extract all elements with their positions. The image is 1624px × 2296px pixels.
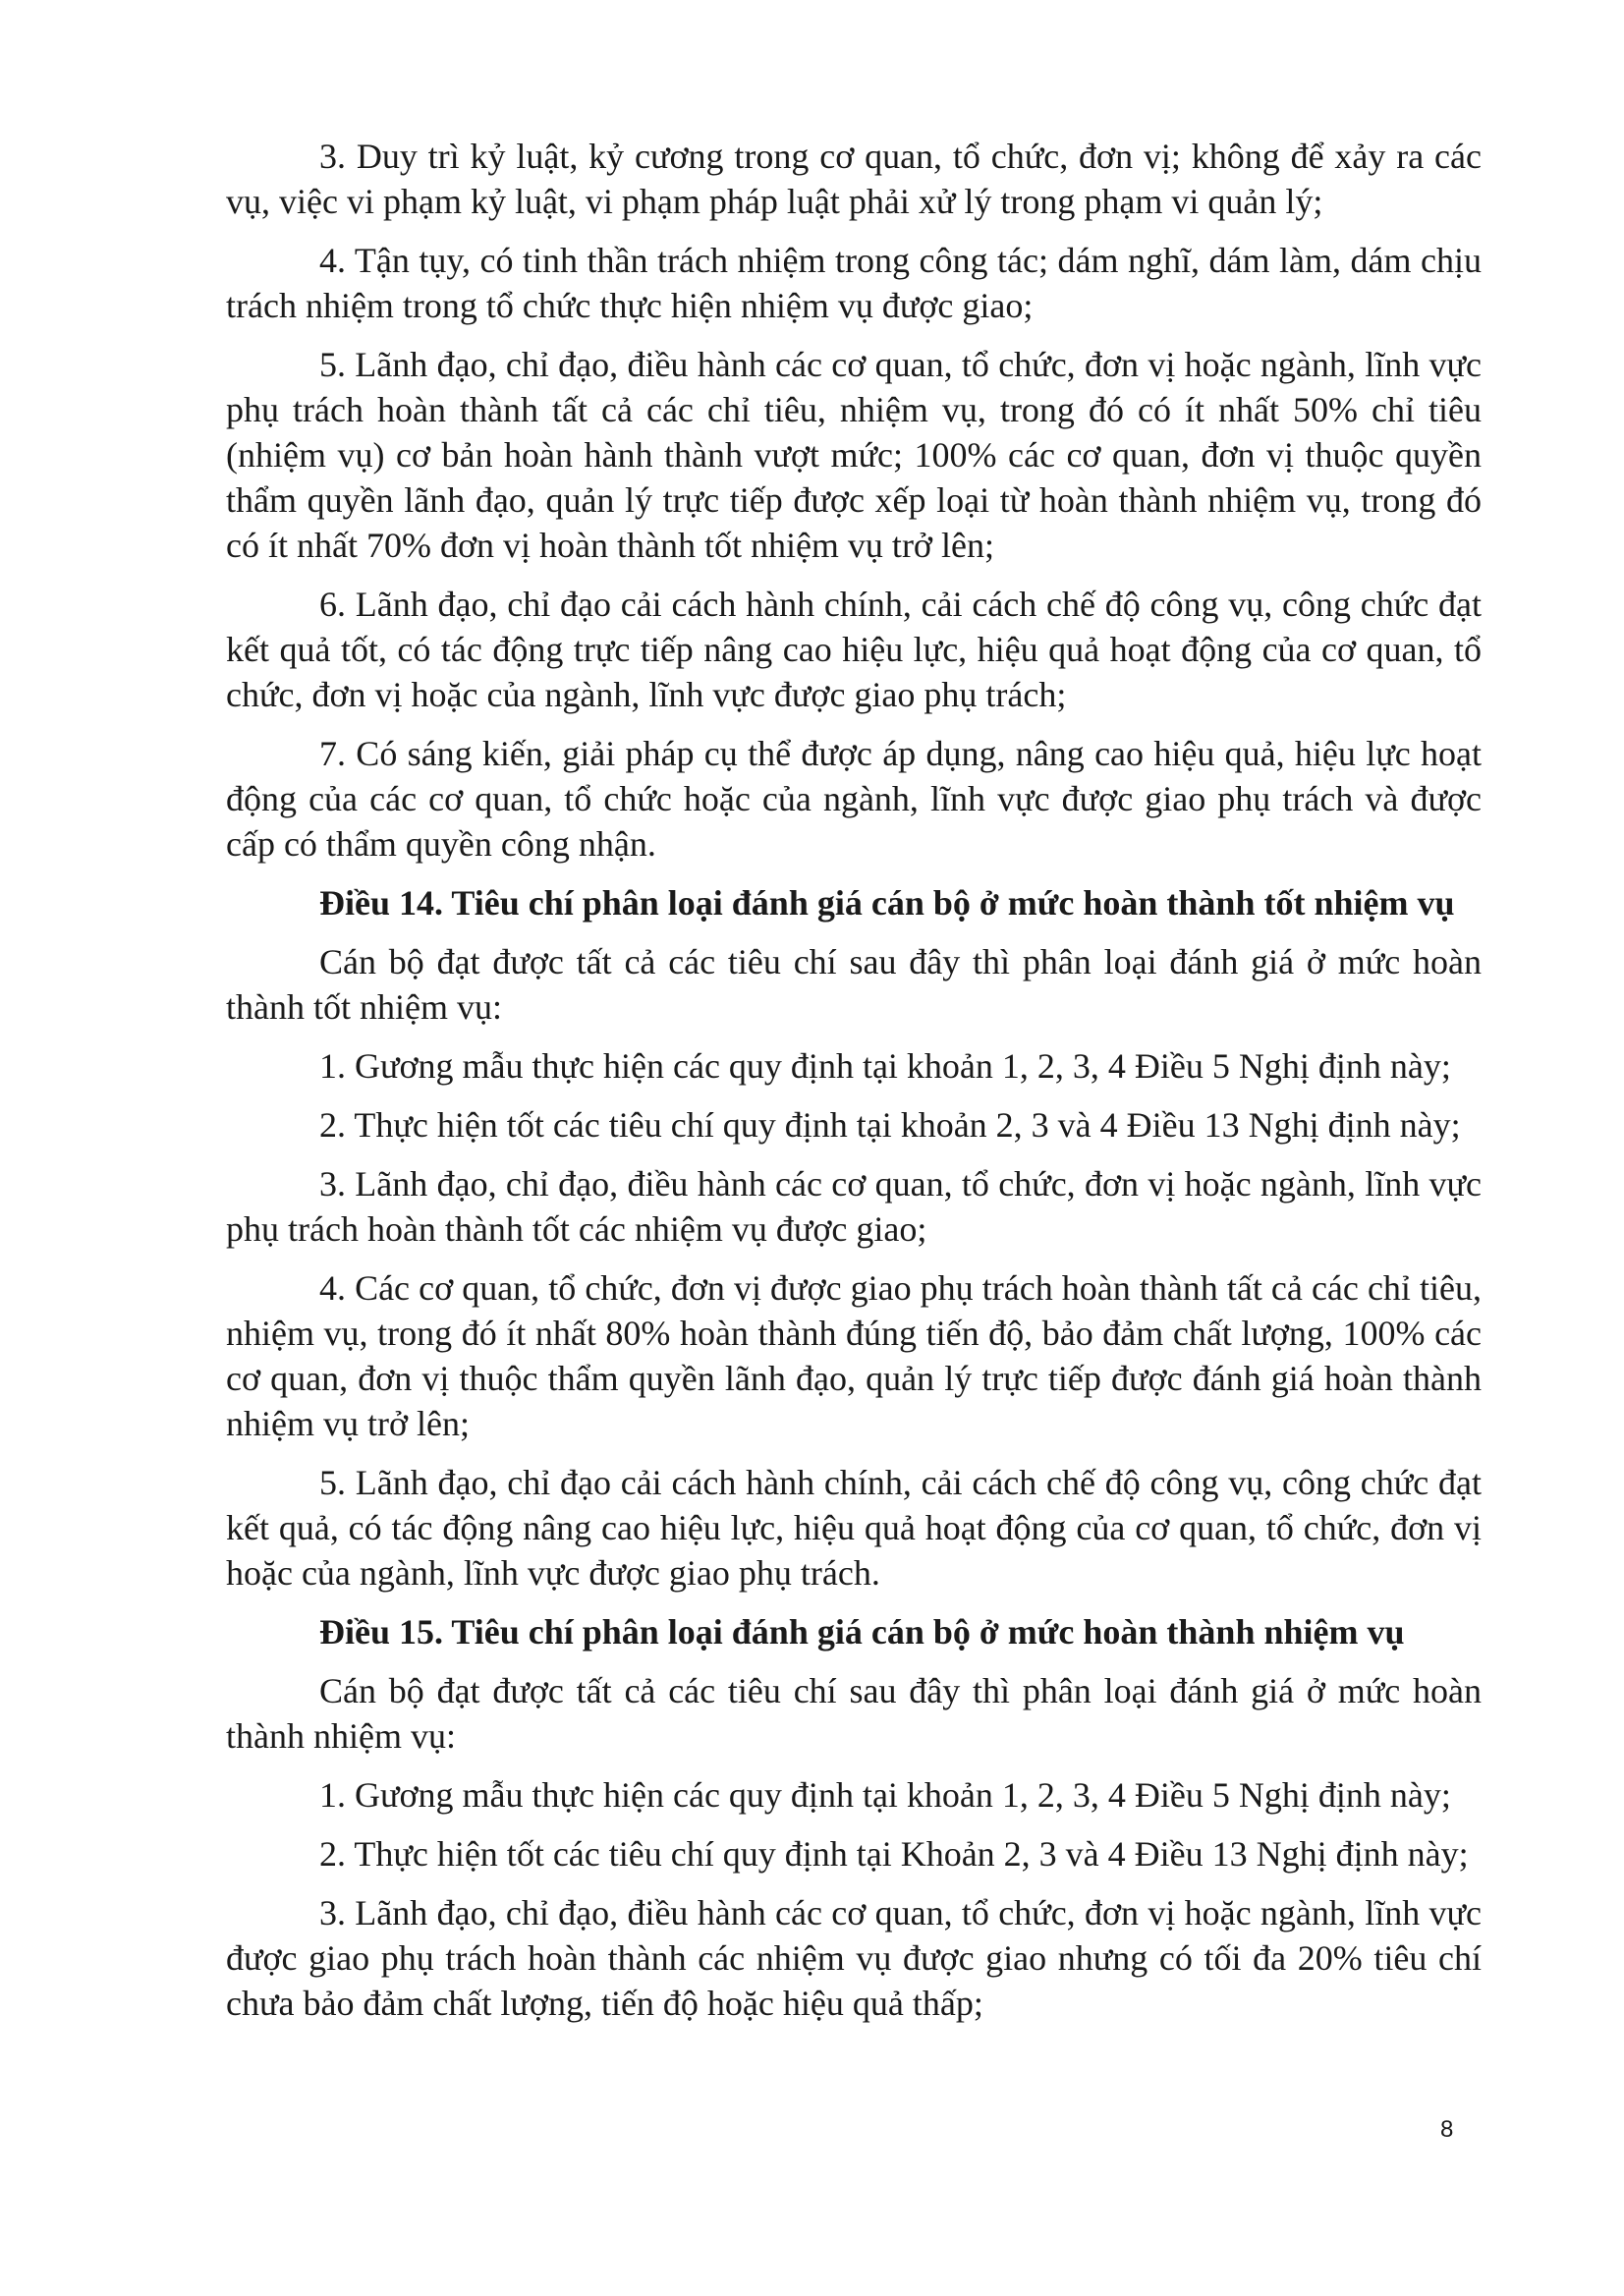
paragraph: 6. Lãnh đạo, chỉ đạo cải cách hành chính, cải cách chế độ công vụ, công chức đạt kết quả tốt, có tác động trực tiếp nâng cao hiệu lực, hiệu quả hoạt động của cơ quan, tổ chức, đơn vị hoặc của ngành, lĩnh vực được giao phụ trách; [226,585,1482,714]
paragraph: Cán bộ đạt được tất cả các tiêu chí sau đây thì phân loại đánh giá ở mức hoàn thành nhiệm vụ: [226,1671,1482,1756]
paragraph: 4. Các cơ quan, tổ chức, đơn vị được giao phụ trách hoàn thành tất cả các chỉ tiêu, nhiệm vụ, trong đó ít nhất 80% hoàn thành đúng tiến độ, bảo đảm chất lượng, 100% các cơ quan, đơn vị thuộc thẩm quyền lãnh đạo, quản lý trực tiếp được đánh giá hoàn thành nhiệm vụ trở lên; [226,1268,1482,1443]
article-heading: Điều 14. Tiêu chí phân loại đánh giá cán bộ ở mức hoàn thành tốt nhiệm vụ [319,883,1455,923]
page-number: 8 [1440,2116,1454,2143]
paragraph: 3. Duy trì kỷ luật, kỷ cương trong cơ quan, tổ chức, đơn vị; không để xảy ra các vụ, việc vi phạm kỷ luật, vi phạm pháp luật phải xử lý trong phạm vi quản lý; [226,137,1482,221]
paragraph: 4. Tận tụy, có tinh thần trách nhiệm trong công tác; dám nghĩ, dám làm, dám chịu trách nhiệm trong tổ chức thực hiện nhiệm vụ được giao; [226,241,1482,325]
paragraph: 5. Lãnh đạo, chỉ đạo, điều hành các cơ quan, tổ chức, đơn vị hoặc ngành, lĩnh vực phụ trách hoàn thành tất cả các chỉ tiêu, nhiệm vụ, trong đó có ít nhất 50% chỉ tiêu (nhiệm vụ) cơ bản hoàn hành thành vượt mức; 100% các cơ quan, đơn vị thuộc quyền thẩm quyền lãnh đạo, quản lý trực tiếp được xếp loại từ hoàn thành nhiệm vụ, trong đó có ít nhất 70% đơn vị hoàn thành tốt nhiệm vụ trở lên; [226,345,1482,565]
paragraph: 2. Thực hiện tốt các tiêu chí quy định tại khoản 2, 3 và 4 Điều 13 Nghị định này; [319,1105,1461,1145]
paragraph: 7. Có sáng kiến, giải pháp cụ thể được áp dụng, nâng cao hiệu quả, hiệu lực hoạt động của các cơ quan, tổ chức hoặc của ngành, lĩnh vực được giao phụ trách và được cấp có thẩm quyền công nhận. [226,734,1482,864]
paragraph: 2. Thực hiện tốt các tiêu chí quy định tại Khoản 2, 3 và 4 Điều 13 Nghị định này; [319,1834,1469,1874]
document-page [226,134,1482,2040]
paragraph: Cán bộ đạt được tất cả các tiêu chí sau đây thì phân loại đánh giá ở mức hoàn thành tốt nhiệm vụ: [226,942,1482,1027]
article-heading: Điều 15. Tiêu chí phân loại đánh giá cán bộ ở mức hoàn thành nhiệm vụ [319,1612,1405,1652]
paragraph: 1. Gương mẫu thực hiện các quy định tại khoản 1, 2, 3, 4 Điều 5 Nghị định này; [319,1046,1451,1086]
paragraph: 5. Lãnh đạo, chỉ đạo cải cách hành chính, cải cách chế độ công vụ, công chức đạt kết quả, có tác động nâng cao hiệu lực, hiệu quả hoạt động của cơ quan, tổ chức, đơn vị hoặc của ngành, lĩnh vực được giao phụ trách. [226,1463,1482,1593]
paragraph: 3. Lãnh đạo, chỉ đạo, điều hành các cơ quan, tổ chức, đơn vị hoặc ngành, lĩnh vực được giao phụ trách hoàn thành các nhiệm vụ được giao nhưng có tối đa 20% tiêu chí chưa bảo đảm chất lượng, tiến độ hoặc hiệu quả thấp; [226,1893,1482,2023]
paragraph: 3. Lãnh đạo, chỉ đạo, điều hành các cơ quan, tổ chức, đơn vị hoặc ngành, lĩnh vực phụ trách hoàn thành tốt các nhiệm vụ được giao; [226,1164,1482,1249]
paragraph: 1. Gương mẫu thực hiện các quy định tại khoản 1, 2, 3, 4 Điều 5 Nghị định này; [319,1775,1451,1815]
